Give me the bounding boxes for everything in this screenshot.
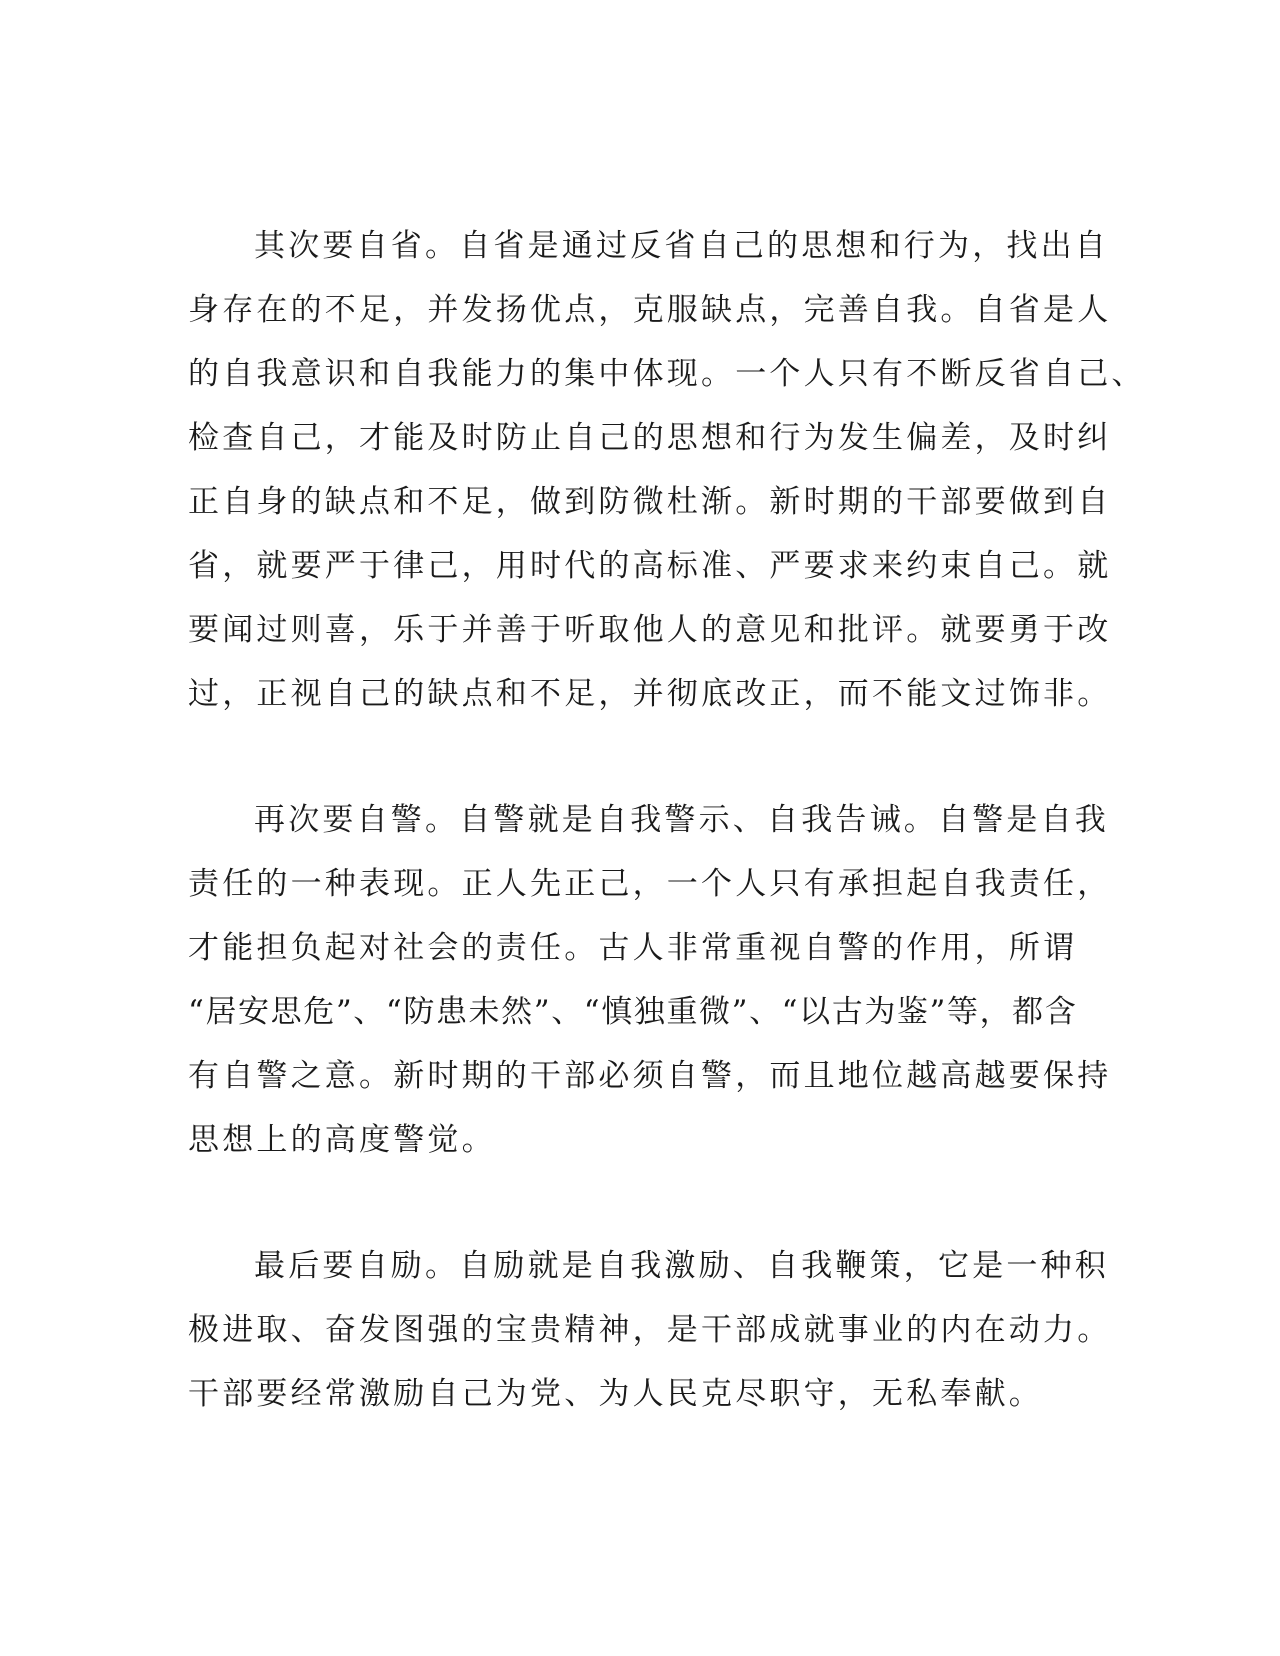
- text-line: 才能担负起对社会的责任。古人非常重视自警的作用，所谓: [188, 930, 1078, 966]
- text-line: 极进取、奋发图强的宝贵精神，是干部成就事业的内在动力。: [188, 1312, 1112, 1348]
- text-line: 其次要自省。自省是通过反省自己的思想和行为，找出自: [254, 228, 1109, 264]
- text-line: 过，正视自己的缺点和不足，并彻底改正，而不能文过饰非。: [188, 676, 1112, 712]
- text-line: 省，就要严于律己，用时代的高标准、严要求来约束自己。就: [188, 548, 1112, 584]
- text-line: 最后要自励。自励就是自我激励、自我鞭策，它是一种积: [254, 1248, 1109, 1284]
- text-line: 要闻过则喜，乐于并善于听取他人的意见和批评。就要勇于改: [188, 612, 1112, 648]
- text-line: 思想上的高度警觉。: [188, 1122, 496, 1158]
- text-line: 有自警之意。新时期的干部必须自警，而且地位越高越要保持: [188, 1058, 1112, 1094]
- text-line: 正自身的缺点和不足，做到防微杜渐。新时期的干部要做到自: [188, 484, 1112, 520]
- text-line: “居安思危”、“防患未然”、“慎独重微”、“以古为鉴”等，都含: [188, 994, 1078, 1030]
- text-line: 再次要自警。自警就是自我警示、自我告诫。自警是自我: [254, 802, 1109, 838]
- text-line: 干部要经常激励自己为党、为人民克尽职守，无私奉献。: [188, 1376, 1043, 1412]
- text-line: 的自我意识和自我能力的集中体现。一个人只有不断反省自己、: [188, 356, 1146, 392]
- text-line: 责任的一种表现。正人先正己，一个人只有承担起自我责任，: [188, 866, 1112, 902]
- text-line: 身存在的不足，并发扬优点，克服缺点，完善自我。自省是人: [188, 292, 1112, 328]
- text-line: 检查自己，才能及时防止自己的思想和行为发生偏差，及时纠: [188, 420, 1112, 456]
